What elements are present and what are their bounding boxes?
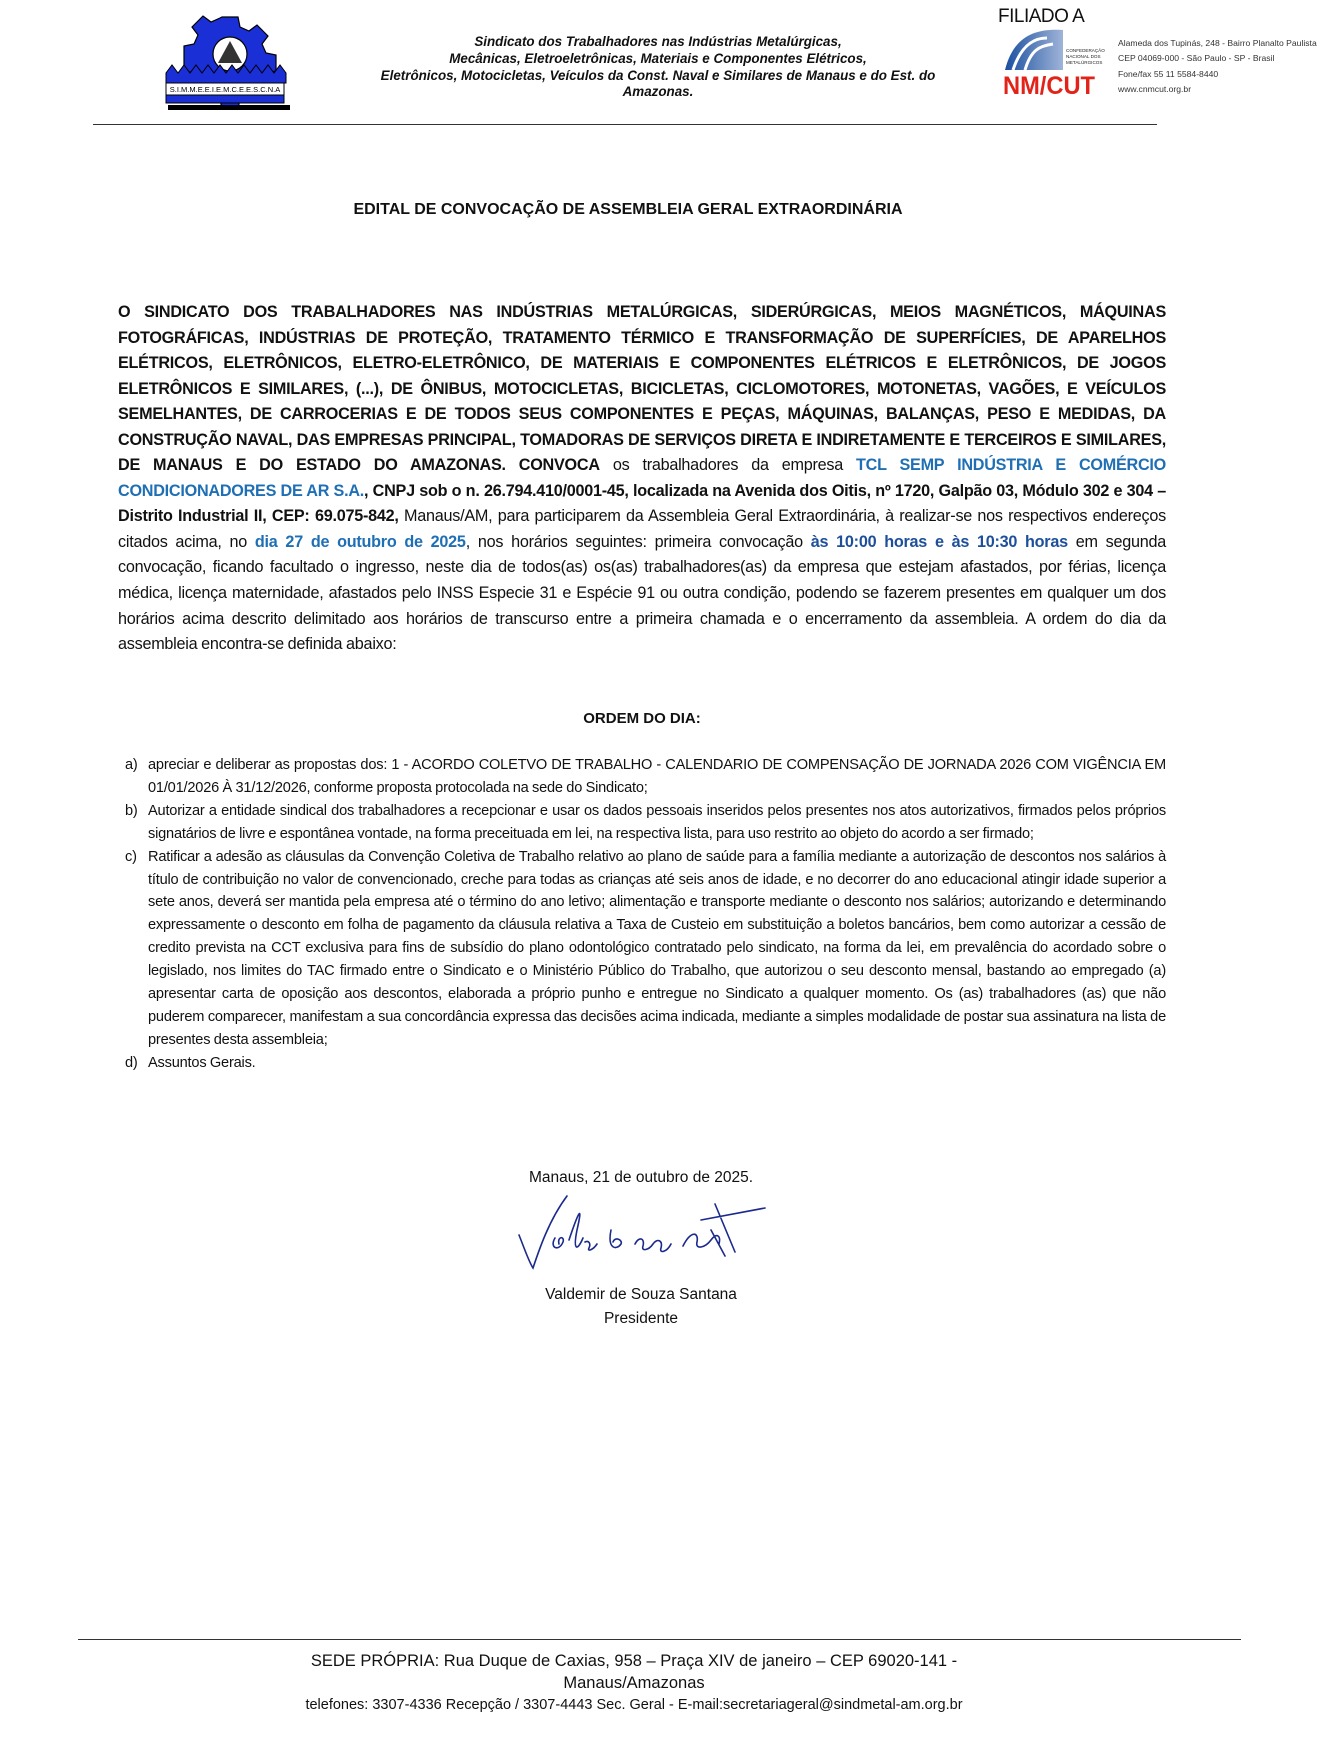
svg-text:NACIONAL DOS: NACIONAL DOS (1066, 54, 1101, 59)
highlighted-text: às 10:00 horas e às 10:30 horas (810, 532, 1068, 551)
footer-address: SEDE PRÓPRIA: Rua Duque de Caxias, 958 – Praça XIV de janeiro – CEP 69020-141 - (310, 1652, 958, 1670)
svg-text:CONFEDERAÇÃO: CONFEDERAÇÃO (1066, 48, 1105, 53)
agenda-text: Ratificar a adesão as cláusulas da Convenção Coletiva de Trabalho relativo ao plano de saúde para a família mediante a autorização de descontos nos salários à título de contribuição no valor de convencionado, creche para todas as crianças até seis anos de idade, e no decorrer do ano educacional atingir idade superior a sete anos, deverá ser mantida pela empresa até o término do ano letivo; alimentação e transporte mediante o desconto nos salários; autorizando e determinando expressamente o desconto em folha de pagamento da cláusula relativa a Taxa de Custeio em substituição a boletos bancários, bem como autorizar a cessão de credito prevista na CCT exclusiva para fins de subsídio do plano odontológico contratado pelo sindicato, na forma da lei, em prevalência do acordado sobre o legislado, nos limites do TAC firmado entre o Sindicato e o Ministério Público do Trabalho, que autorizou o seu desconto mensal, bastando ao empregado (a) apresentar carta de oposição aos descontos, elaborada a próprio punho e entregue no Sindicato a qualquer momento. Os (as) trabalhadores (as) que não puderem comparecer, manifestam a sua concordância expressa das decisões acima indicada, mediante a simples modalidade de postar sua assinatura na lista de presentes desta assembleia; (148, 848, 1166, 1048)
agenda-item (125, 1052, 1166, 1075)
union-name-line: Amazonas. (622, 84, 694, 100)
agenda-marker: b) (125, 802, 138, 819)
body-text: os trabalhadores da empresa (599, 456, 857, 475)
cnm-cut-logo (1003, 28, 1107, 100)
union-name-line: Mecânicas, Eletroeletrônicas, Materiais e Componentes Elétricos, (449, 50, 867, 66)
agenda-text: apreciar e deliberar as propostas dos: 1 - ACORDO COLETVO DE TRABALHO - CALENDARIO DE COMPENSAÇÃO DE JORNADA 2026 COM VIGÊNCIA EM 01/01/2026 À 31/12/2026, conforme proposta protocolada na sede do Sindicato; (148, 757, 1166, 796)
bold-text: , CNPJ sob o n. 26.794.410/0001-45, localizada na Avenida dos Oitis, nº 1720, Galpão 03, Módulo 302 e 304 – Distrito Industrial II, CEP: 69.075-842, (118, 481, 1167, 526)
footer-contacts: telefones: 3307-4336 Recepção / 3307-4443 Sec. Geral - E-mail:secretariageral@sindmetal-am.org.br (305, 1697, 963, 1713)
svg-text:NM/CUT: NM/CUT (1003, 72, 1095, 100)
document-title: EDITAL DE CONVOCAÇÃO DE ASSEMBLEIA GERAL EXTRAORDINÁRIA (353, 201, 903, 218)
footer-city: Manaus/Amazonas (563, 1674, 705, 1692)
signer-name: Valdemir de Souza Santana (545, 1286, 737, 1303)
union-name-line: Eletrônicos, Motocicletas, Veículos da Const. Naval e Similares de Manaus e do Est. do (380, 67, 936, 83)
union-name-line: Sindicato dos Trabalhadores nas Indústrias Metalúrgicas, (474, 34, 842, 49)
address-line: CEP 04069-000 - São Paulo - SP - Brasil (1118, 53, 1275, 64)
agenda-list (125, 754, 1166, 1075)
signer-role: Presidente (603, 1309, 679, 1327)
union-logo (162, 13, 307, 113)
agenda-text: Assuntos Gerais. (148, 1054, 256, 1071)
agenda-marker: d) (125, 1054, 138, 1071)
agenda-text: Autorizar a entidade sindical dos trabalhadores a recepcionar e usar os dados pessoais inseridos pelos presentes nos atos autorizativos, firmados pelos próprios signatários de livre e espontânea vontade, na forma preceituada em lei, na respectiva lista, para uso restrito ao objeto do acordo a ser firmado; (148, 802, 1166, 842)
agenda-item (125, 800, 1166, 846)
affiliation-label: FILIADO A (998, 6, 1085, 27)
union-name-header (360, 34, 956, 101)
body-text: em segunda convocação, ficando facultado o ingresso, neste dia de todos(as) os(as) trabalhadores(as) da empresa que estejam afastados, por férias, licença médica, licença maternidade, afastados pelo INSS Especie 31 e Espécie 91 ou outra condição, podendo se fazerem presentes em qualquer um dos horários acima descrito delimitado aos horários de transcurso entre a primeira chamada e o encerramento da assembleia. A ordem do dia da assembleia encontra-se definida abaixo: (118, 532, 1167, 654)
address-line: Fone/fax 55 11 5584-8440 (1118, 68, 1219, 79)
address-line: www.cnmcut.org.br (1118, 83, 1192, 94)
handwritten-signature (515, 1190, 770, 1280)
agenda-marker: a) (125, 757, 138, 773)
affiliate-address (1118, 36, 1317, 97)
logo-text: S.I.M.M.E.E.I.E.M.C.E.E.S.C.N.A (169, 85, 281, 94)
place-date: Manaus, 21 de outubro de 2025. (528, 1169, 754, 1186)
highlighted-text: dia 27 de outubro de 2025 (254, 532, 466, 551)
svg-text:METALÚRGICOS: METALÚRGICOS (1066, 60, 1103, 65)
highlighted-text: TCL SEMP INDÚSTRIA E COMÉRCIO CONDICIONADORES DE AR S.A. (118, 456, 1167, 500)
convocation-paragraph (118, 300, 1166, 658)
header-divider (93, 124, 1157, 125)
footer-divider (78, 1639, 1241, 1640)
body-text: Manaus/AM, para participarem da Assembleia Geral Extraordinária, à realizar-se nos respectivos endereços citados acima, no (118, 507, 1166, 551)
bold-text: O SINDICATO DOS TRABALHADORES NAS INDÚSTRIAS METALÚRGICAS, SIDERÚRGICAS, MEIOS MAGNÉTICOS, MÁQUINAS FOTOGRÁFICAS, INDÚSTRIAS DE PROTEÇÃO, TRATAMENTO TÉRMICO E TRANSFORMAÇÃO DE SUPERFÍCIES, DE APARELHOS ELÉTRICOS, ELETRÔNICOS, ELETRO-ELETRÔNICO, DE MATERIAIS E COMPONENTES ELÉTRICOS E ELETRÔNICOS, DE JOGOS ELETRÔNICOS E SIMILARES, (...), DE ÔNIBUS, MOTOCICLETAS, BICICLETAS, CICLOMOTORES, MOTONETAS, VAGÕES, E VEÍCULOS SEMELHANTES, DE CARROCERIAS E DE TODOS SEUS COMPONENTES E PEÇAS, MÁQUINAS, BALANÇAS, PESO E MEDIDAS, DA CONSTRUÇÃO NAVAL, DAS EMPRESAS PRINCIPAL, TOMADORAS DE SERVIÇOS DIRETA E INDIRETAMENTE E TERCEIROS E SIMILARES, DE MANAUS E DO ESTADO DO AMAZONAS. CONVOCA (118, 303, 1166, 475)
address-line: Alameda dos Tupinás, 248 - Bairro Planalto Paulista (1118, 38, 1317, 48)
agenda-marker: c) (125, 848, 137, 865)
agenda-item (125, 754, 1166, 800)
agenda-item (125, 846, 1166, 1052)
footer (0, 1650, 1268, 1716)
body-text: , nos horários seguintes: primeira convocação (465, 532, 811, 551)
signature-block (0, 1283, 1282, 1330)
agenda-heading: ORDEM DO DIA: (583, 710, 701, 727)
